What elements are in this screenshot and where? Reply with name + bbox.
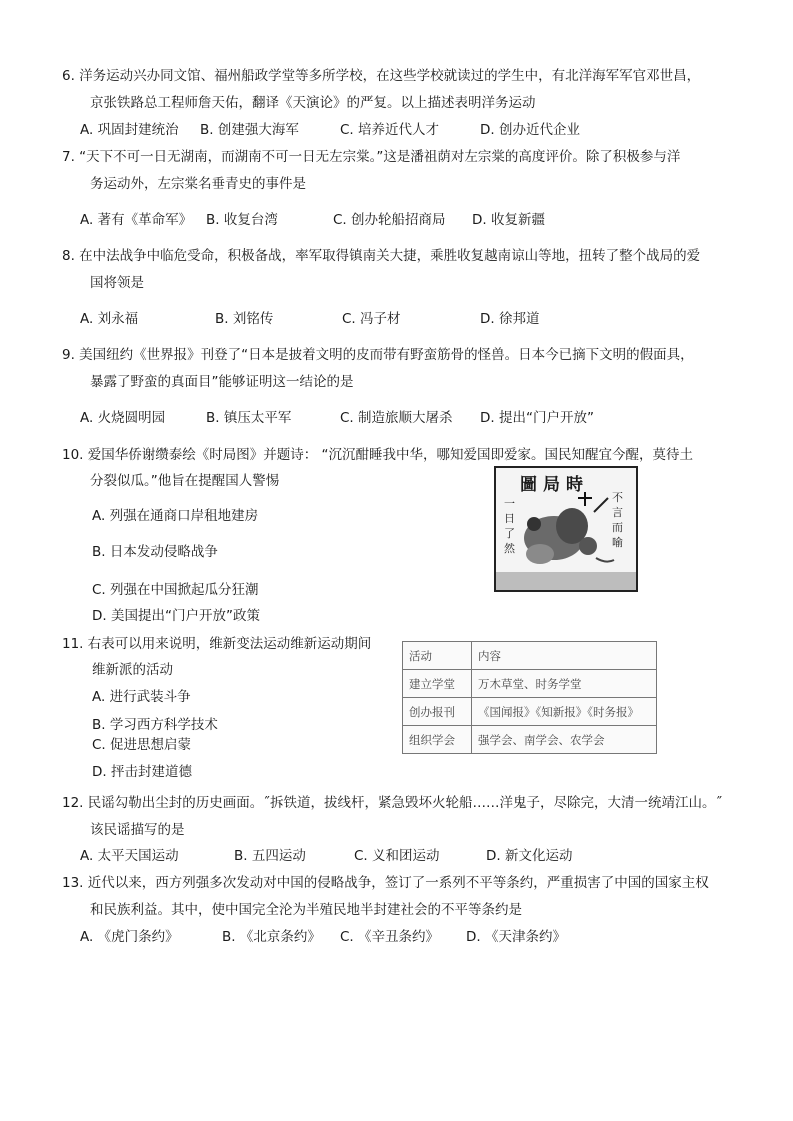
shiju-tu-cartoon [494,466,638,592]
table-header-cell: 内容 [472,642,657,670]
q11-option-d: D. 抨击封建道德 [92,764,192,780]
q12-option-a: A. 太平天国运动 [80,848,179,864]
figure-left-caption: 一日了然 [504,497,515,555]
q8-stem-line1: 8. 在中法战争中临危受命，积极备战，率军取得镇南关大捷，乘胜收复越南谅山等地，扭转了整个战局的爱 [62,248,701,264]
q6-option-a: A. 巩固封建统治 [80,122,179,138]
q8-option-c: C. 冯子材 [342,311,401,327]
figure-title: 圖局時 [520,475,589,495]
q10-option-c: C. 列强在中国掀起瓜分狂潮 [92,582,259,598]
q13-stem-line2: 和民族利益。其中，使中国完全沦为半殖民地半封建社会的不平等条约是 [90,902,522,918]
q9-option-d: D. 提出“门户开放” [480,410,594,426]
q6-option-d: D. 创办近代企业 [480,122,580,138]
q12-option-d: D. 新文化运动 [486,848,573,864]
table-cell: 《国闻报》《知新报》《时务报》 [472,698,657,726]
q6-option-b: B. 创建强大海军 [200,122,299,138]
q12-stem-line2: 该民谣描写的是 [90,822,185,838]
q6-stem-line1: 6. 洋务运动兴办同文馆、福州船政学堂等多所学校，在这些学校就读过的学生中，有北洋海军军官邓世昌， [62,68,701,84]
q11-stem-line1: 11. 右表可以用来说明，维新变法运动维新运动期间 [62,636,372,652]
table-header-cell: 活动 [403,642,472,670]
q7-stem-line1: 7. “天下不可一日无湖南，而湖南不可一日无左宗棠。”这是潘祖荫对左宗棠的高度评价。除了积极参与洋 [62,149,681,165]
q8-option-d: D. 徐邦道 [480,311,540,327]
q13-option-b: B. 《北京条约》 [222,929,321,945]
table-cell: 创办报刊 [403,698,472,726]
q11-option-b: B. 学习西方科学技术 [92,717,218,733]
q9-stem-line2: 暴露了野蛮的真面目”能够证明这一结论的是 [90,374,354,390]
figure-right-caption: 不言而喻 [612,491,623,549]
table-cell: 万木草堂、时务学堂 [472,670,657,698]
q9-option-c: C. 制造旅顺大屠杀 [340,410,453,426]
table-cell: 强学会、南学会、农学会 [472,726,657,754]
q11-option-a: A. 进行武装斗争 [92,689,191,705]
q7-option-b: B. 收复台湾 [206,212,278,228]
q13-option-a: A. 《虎门条约》 [80,929,179,945]
q10-option-d: D. 美国提出“门户开放”政策 [92,608,260,624]
q7-option-d: D. 收复新疆 [472,212,545,228]
q9-option-b: B. 镇压太平军 [206,410,292,426]
q13-stem-line1: 13. 近代以来，西方列强多次发动对中国的侵略战争，签订了一系列不平等条约，严重损害了中国的国家主权 [62,875,709,891]
q13-option-d: D. 《天津条约》 [466,929,566,945]
q8-stem-line2: 国将领是 [90,275,144,291]
q12-option-c: C. 义和团运动 [354,848,440,864]
q7-stem-line2: 务运动外，左宗棠名垂青史的事件是 [90,176,306,192]
q10-option-b: B. 日本发动侵略战争 [92,544,218,560]
q10-option-a: A. 列强在通商口岸租地建房 [92,508,259,524]
q7-option-c: C. 创办轮船招商局 [333,212,446,228]
q9-option-a: A. 火烧圆明园 [80,410,166,426]
q11-stem-line2: 维新派的活动 [92,662,173,678]
q7-option-a: A. 著有《革命军》 [80,212,193,228]
table-cell: 组织学会 [403,726,472,754]
table-row [403,670,657,698]
q10-stem-line1: 10. 爱国华侨谢缵泰绘《时局图》并题诗： “沉沉酣睡我中华，哪知爱国即爱家。国民知醒宜今醒，莫待土 [62,447,694,463]
q8-option-a: A. 刘永福 [80,311,139,327]
q9-stem-line1: 9. 美国纽约《世界报》刊登了“日本是披着文明的皮而带有野蛮筋骨的怪兽。日本今已摘下文明的假面具， [62,347,694,363]
table-row [403,698,657,726]
q12-option-b: B. 五四运动 [234,848,306,864]
q6-stem-line2: 京张铁路总工程师詹天佑，翻译《天演论》的严复。以上描述表明洋务运动 [90,95,536,111]
q11-option-c: C. 促进思想启蒙 [92,737,192,753]
q12-stem-line1: 12. 民谣勾勒出尘封的历史画面。˝拆铁道，拔线杆，紧急毁坏火轮船……洋鬼子，尽除完，大清一统靖江山。˝ [62,795,723,811]
q6-option-c: C. 培养近代人才 [340,122,440,138]
q8-option-b: B. 刘铭传 [215,311,274,327]
q13-option-c: C. 《辛丑条约》 [340,929,440,945]
reform-activities-table [402,641,657,754]
table-cell: 建立学堂 [403,670,472,698]
q10-stem-line2: 分裂似瓜。”他旨在提醒国人警惕 [90,473,280,489]
table-header-row [403,642,657,670]
table-row [403,726,657,754]
